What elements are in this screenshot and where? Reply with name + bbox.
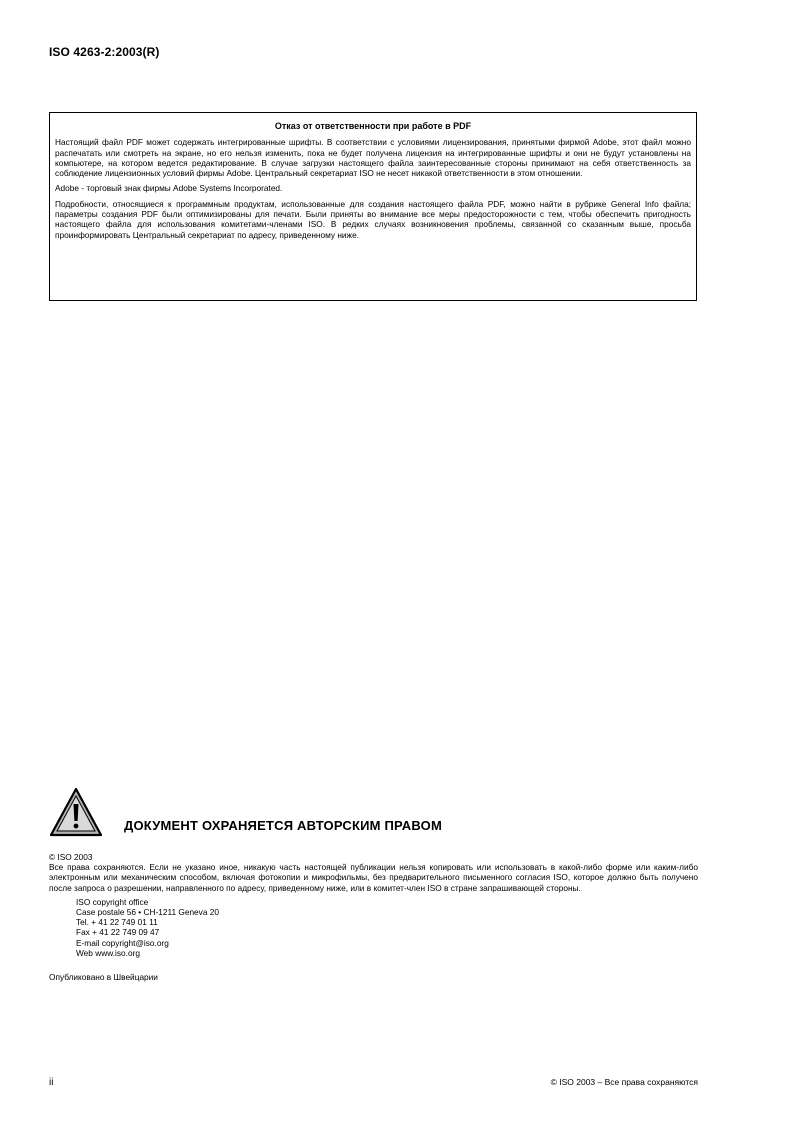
published-in: Опубликовано в Швейцарии xyxy=(49,972,158,983)
copyright-title: ДОКУМЕНТ ОХРАНЯЕТСЯ АВТОРСКИМ ПРАВОМ xyxy=(124,818,442,833)
copyright-year: © ISO 2003 xyxy=(49,852,93,862)
page-number: ii xyxy=(49,1077,54,1088)
disclaimer-paragraph: Adobe - торговый знак фирмы Adobe Systems Incorporated. xyxy=(55,183,283,194)
address-line: E-mail copyright@iso.org xyxy=(76,937,169,948)
disclaimer-paragraph: Подробности, относящиеся к программным продуктам, использованные для создания настоящего файла PDF, можно найти в рубрике General Info файла; параметры создания PDF были оптимизированы для печати. Были приняты во внимание все меры предосторожности с тем, чтобы обеспечить пригодность настоящего файла для использования комитетами-членами ISO. В редких случаях возникновения проблемы, связанной со сказанным выше, просьба проинформировать Центральный секретариат по адресу, приведенному ниже. xyxy=(55,198,691,240)
copyright-section xyxy=(49,852,698,982)
address-line: Tel. + 41 22 749 01 11 xyxy=(76,917,158,928)
address-line: ISO copyright office xyxy=(76,896,149,907)
disclaimer-paragraph: Настоящий файл PDF может содержать интегрированные шрифты. В соответствии с условиями лицензирования, принятыми фирмой Adobe, этот файл можно распечатать или смотреть на экране, но его нельзя изменить, пока не будет получена лицензия на интегрированные шрифты и они не будут установлены на компьютере, на котором ведется редактирование. В случае загрузки настоящего файла заинтересованные стороны принимают на себя ответственность за соблюдение лицензионных условий фирмы Adobe. Центральный секретариат ISO не несет никакой ответственности в этом отношении. xyxy=(55,137,691,179)
address-line: Case postale 56 • CH-1211 Geneva 20 xyxy=(76,907,219,918)
footer-rights: © ISO 2003 – Все права сохраняются xyxy=(550,1077,698,1087)
address-line: Web www.iso.org xyxy=(76,947,140,958)
copyright-office-address xyxy=(76,897,698,958)
address-line: Fax + 41 22 749 09 47 xyxy=(76,927,160,938)
document-id: ISO 4263-2:2003(R) xyxy=(49,45,160,59)
pdf-disclaimer-box xyxy=(49,112,697,301)
disclaimer-title: Отказ от ответственности при работе в PDF xyxy=(274,121,472,131)
copyright-text: Все права сохраняются. Если не указано иное, никакую часть настоящей публикации нельзя копировать или использовать в какой-либо форме или каким-либо электронным или механическим способом, включая фотокопии и микрофильмы, без предварительного письменного согласия ISO, которое должно быть получено после запроса о разрешении, направленного по адресу, приведенному ниже, или в комитет-член ISO в стране запрашивающей стороны. xyxy=(49,862,698,893)
copyright-header xyxy=(49,786,699,842)
warning-triangle-icon xyxy=(49,786,103,838)
